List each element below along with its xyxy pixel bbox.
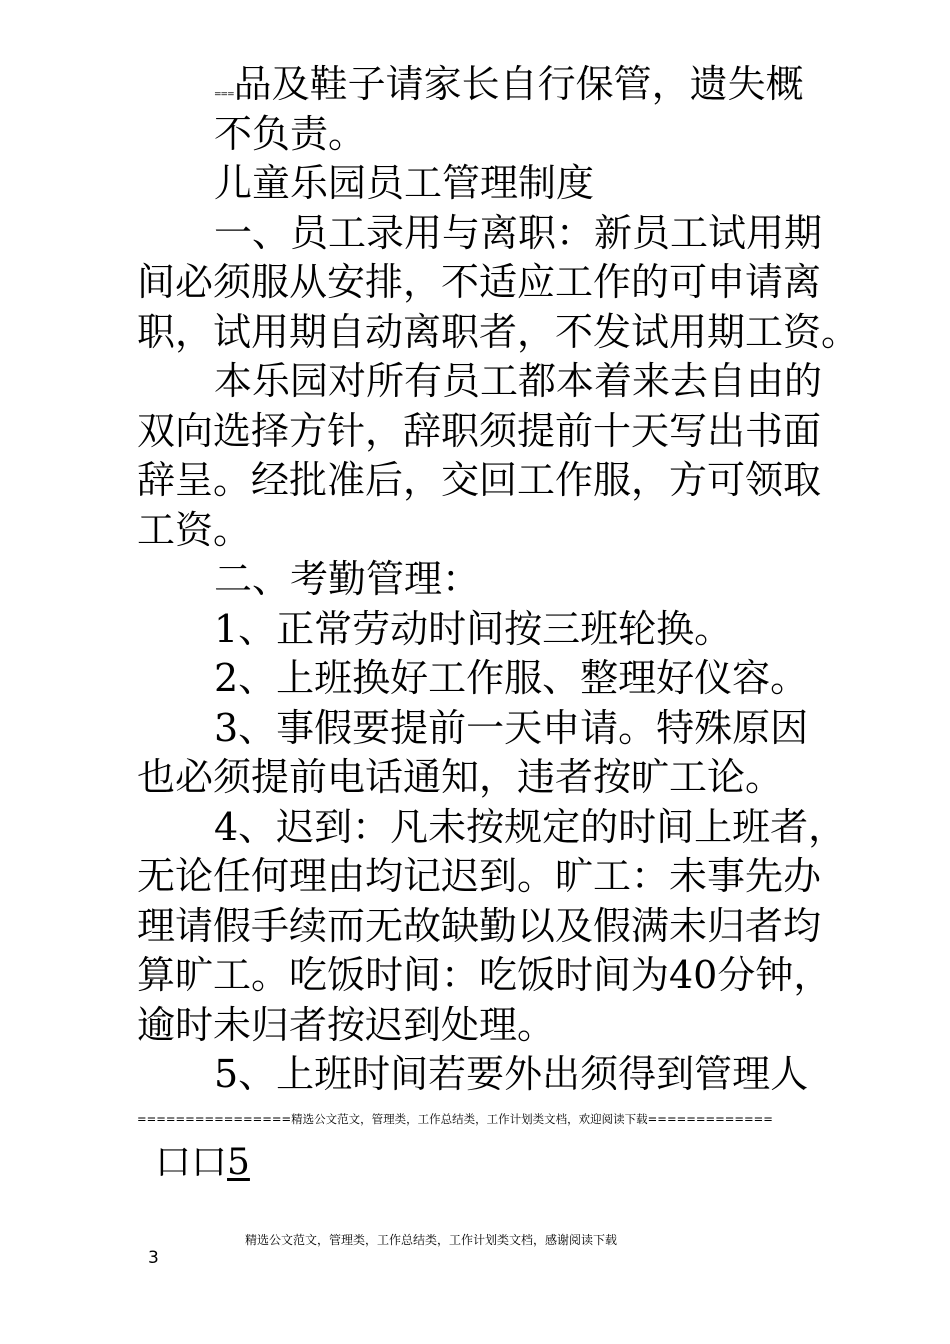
paragraph-line: 无论任何理由均记迟到。旷工：未事先办 (137, 854, 822, 898)
paragraph-line: 也必须提前电话通知，违者按旷工论。 (137, 755, 784, 799)
paragraph-line: 2、上班换好工作服、整理好仪容。 (214, 656, 809, 700)
paragraph-line: 1、正常劳动时间按三班轮换。 (214, 606, 733, 651)
paragraph-line: 辞呈。经批准后，交回工作服，方可领取 (137, 458, 822, 502)
paragraph-line: 算旷工。吃饭时间：吃饭时间为40分钟， (137, 953, 832, 997)
paragraph-line: 间必须服从安排，不适应工作的可申请离 (137, 260, 822, 304)
line-prefix: === (214, 90, 234, 100)
paragraph-line: 逾时未归者按迟到处理。 (137, 1002, 556, 1047)
page-number: 3 (148, 1248, 159, 1268)
paragraph-line: 理请假手续而无故缺勤以及假满未归者均 (137, 903, 822, 948)
paragraph-line: 一、员工录用与离职：新员工试用期 (214, 210, 823, 255)
paragraph-line: 4、迟到：凡未按规定的时间上班者， (214, 804, 847, 849)
paragraph-line: 职，试用期自动离职者，不发试用期工资。 (137, 309, 860, 354)
mark-number: 5 (227, 1142, 250, 1183)
paragraph-line: 本乐园对所有员工都本着来去自由的 (214, 359, 823, 403)
footer-banner: ================精选公文范文，管理类，工作总结类，工作计划类文档，欢迎阅读下载============= (137, 1112, 773, 1126)
page-mark (155, 1134, 250, 1185)
section-heading: 二、考勤管理： (214, 557, 481, 601)
paragraph-line: 不负责。 (214, 111, 367, 156)
paragraph-line: ===品及鞋子请家长自行保管，遗失概 (214, 62, 804, 106)
footer-note: 精选公文范文，管理类，工作总结类，工作计划类文档，感谢阅读下载 (245, 1233, 618, 1247)
paragraph-line: 双向选择方针，辞职须提前十天写出书面 (137, 408, 822, 453)
section-title: 儿童乐园员工管理制度 (214, 161, 595, 205)
mark-boxes: 口口 (155, 1142, 228, 1183)
paragraph-line: 工资。 (137, 507, 252, 552)
paragraph-line: 5、上班时间若要外出须得到管理人 (214, 1052, 809, 1096)
document-body (137, 60, 860, 1100)
paragraph-line: 3、事假要提前一天申请。特殊原因 (214, 705, 809, 750)
